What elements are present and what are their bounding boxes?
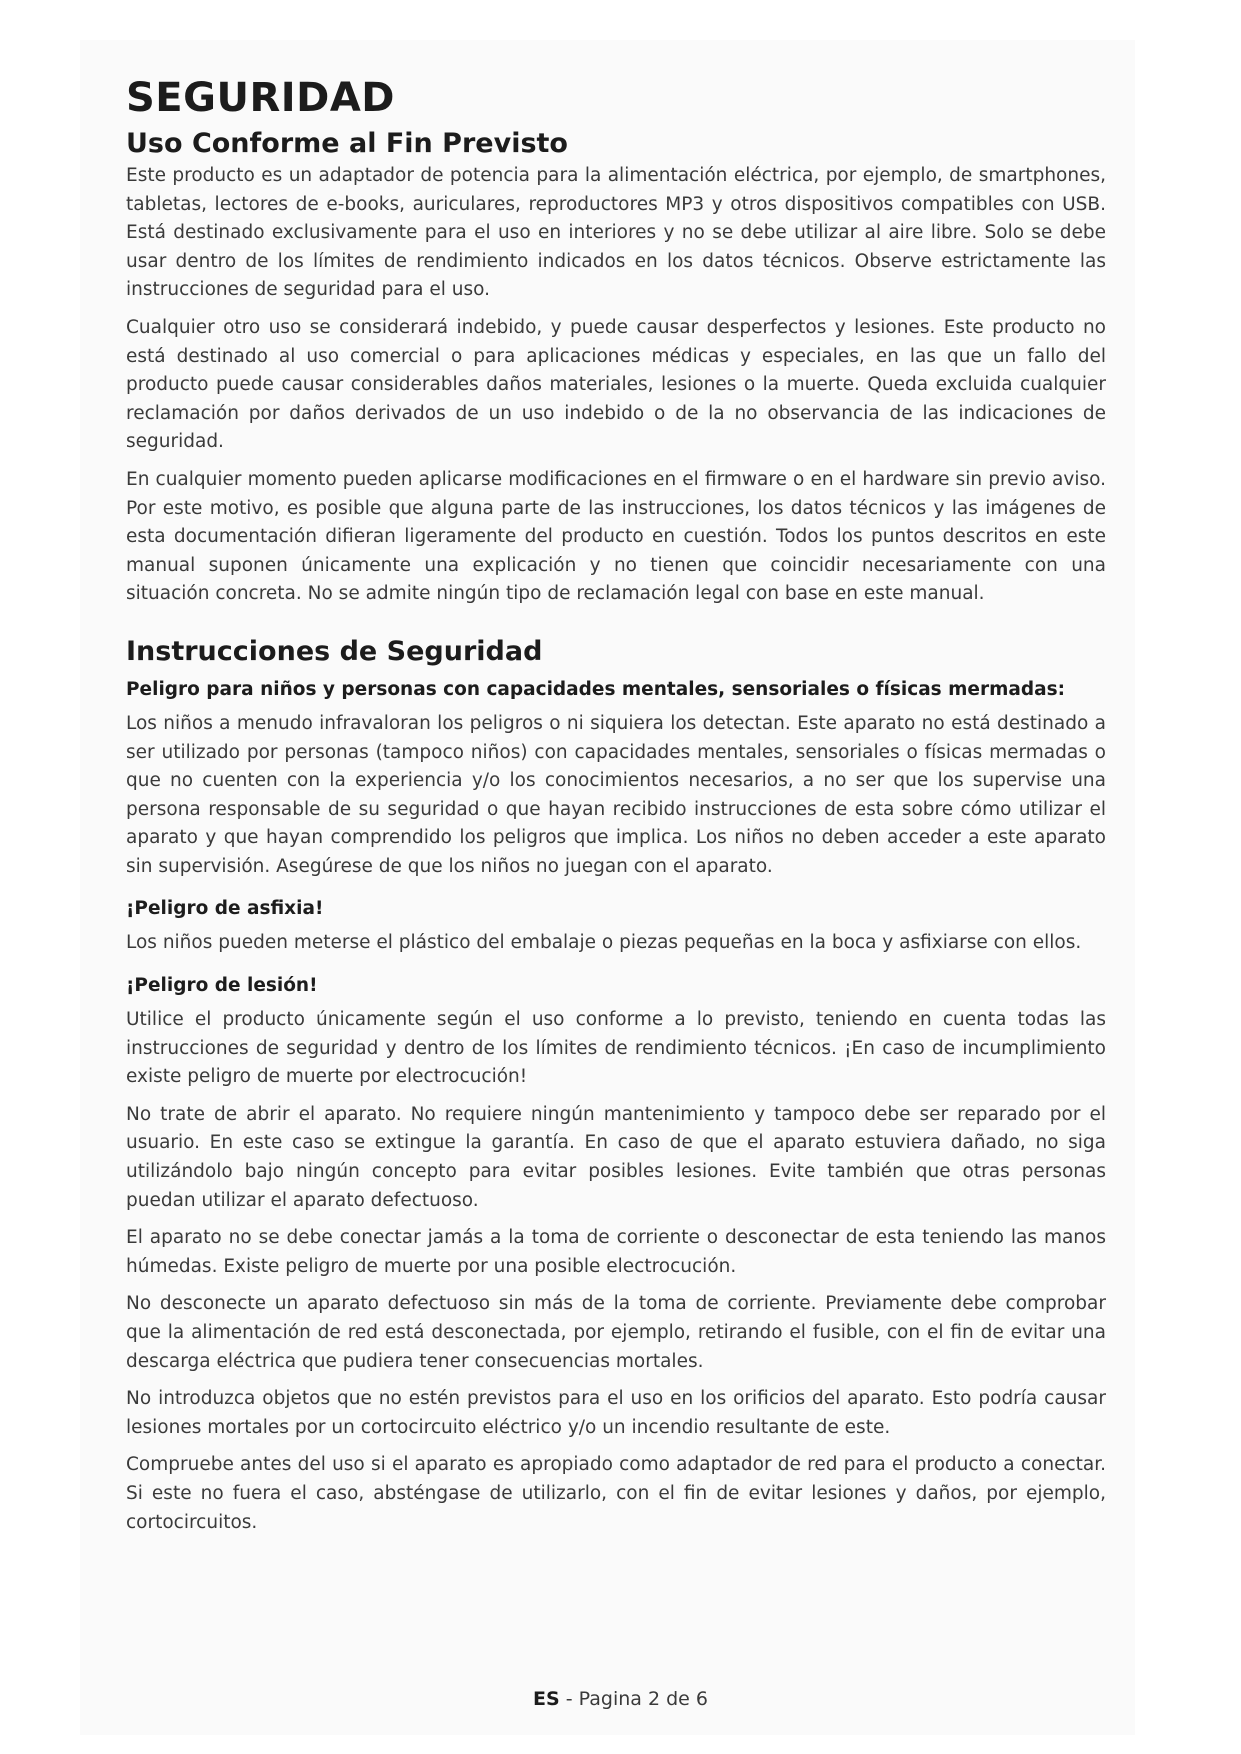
page-title: SEGURIDAD <box>126 75 395 121</box>
children-danger-heading: Peligro para niños y personas con capacidades mentales, sensoriales o físicas mermadas: <box>126 678 1065 700</box>
safety-instructions-heading: Instrucciones de Seguridad <box>126 635 543 667</box>
intended-use-paragraph-1: Este producto es un adaptador de potencia para la alimentación eléctrica, por ejemplo, de smartphones, tabletas, lectores de e-books, auriculares, reproductores MP3 y otros dispositivos compatibles con USB. Está destinado exclusivamente para el uso en interiores y no se debe utilizar al aire libre. Solo se debe usar dentro de los límites de rendimiento indicados en los datos técnicos. Observe estrictamente las instrucciones de seguridad para el uso. <box>126 165 1106 301</box>
suffocation-danger-heading: ¡Peligro de asfixia! <box>126 898 324 920</box>
injury-paragraph-6: Compruebe antes del uso si el aparato es apropiado como adaptador de red para el producto a conectar. Si este no fuera el caso, absténgase de utilizarlo, con el fin de evitar lesiones y daños, por ejemplo, cortocircuitos. <box>126 1454 1106 1533</box>
injury-danger-heading: ¡Peligro de lesión! <box>126 975 318 997</box>
suffocation-danger-paragraph: Los niños pueden meterse el plástico del embalaje o piezas pequeñas en la boca y asfixiarse con ellos. <box>126 932 1082 954</box>
injury-paragraph-1: Utilice el producto únicamente según el uso conforme a lo previsto, teniendo en cuenta todas las instrucciones de seguridad y dentro de los límites de rendimiento técnicos. ¡En caso de incumplimiento existe peligro de muerte por electrocución! <box>126 1009 1106 1088</box>
footer-page-number: - Pagina 2 de 6 <box>559 1688 708 1710</box>
page-footer <box>0 1688 1241 1710</box>
document-content <box>126 72 1106 1546</box>
injury-paragraph-2: No trate de abrir el aparato. No requiere ningún mantenimiento y tampoco debe ser reparado por el usuario. En este caso se extingue la garantía. En caso de que el aparato estuviera dañado, no siga utilizándolo bajo ningún concepto para evitar posibles lesiones. Evite también que otras personas puedan utilizar el aparato defectuoso. <box>126 1103 1106 1211</box>
injury-paragraph-3: El aparato no se debe conectar jamás a la toma de corriente o desconectar de esta teniendo las manos húmedas. Existe peligro de muerte por una posible electrocución. <box>126 1227 1106 1277</box>
intended-use-paragraph-2: Cualquier otro uso se considerará indebido, y puede causar desperfectos y lesiones. Este producto no está destinado al uso comercial o para aplicaciones médicas y especiales, en las que un fallo del producto puede causar considerables daños materiales, lesiones o la muerte. Queda excluida cualquier reclamación por daños derivados de un uso indebido o de la no observancia de las indicaciones de seguridad. <box>126 316 1106 453</box>
children-danger-paragraph: Los niños a menudo infravaloran los peligros o ni siquiera los detectan. Este aparato no está destinado a ser utilizado por personas (tampoco niños) con capacidades mentales, sensoriales o físicas mermadas o que no cuenten con la experiencia y/o los conocimientos necesarios, a no ser que los supervise una persona responsable de su seguridad o que hayan recibido instrucciones de esta sobre cómo utilizar el aparato y que hayan comprendido los peligros que implica. Los niños no deben acceder a este aparato sin supervisión. Asegúrese de que los niños no juegan con el aparato. <box>126 712 1106 877</box>
injury-paragraph-4: No desconecte un aparato defectuoso sin más de la toma de corriente. Previamente debe comprobar que la alimentación de red está desconectada, por ejemplo, retirando el fusible, con el fin de evitar una descarga eléctrica que pudiera tener consecuencias mortales. <box>126 1293 1106 1372</box>
intended-use-paragraph-3: En cualquier momento pueden aplicarse modificaciones en el firmware o en el hardware sin previo aviso. Por este motivo, es posible que alguna parte de las instrucciones, los datos técnicos y las imágenes de esta documentación difieran ligeramente del producto en cuestión. Todos los puntos descritos en este manual suponen únicamente una explicación y no tienen que coincidir necesariamente con una situación concreta. No se admite ningún tipo de reclamación legal con base en este manual. <box>126 468 1106 605</box>
intended-use-heading: Uso Conforme al Fin Previsto <box>126 128 568 159</box>
footer-language: ES <box>533 1688 560 1710</box>
injury-paragraph-5: No introduzca objetos que no estén previstos para el uso en los orificios del aparato. Esto podría causar lesiones mortales por un cortocircuito eléctrico y/o un incendio resultante de este. <box>126 1388 1106 1438</box>
